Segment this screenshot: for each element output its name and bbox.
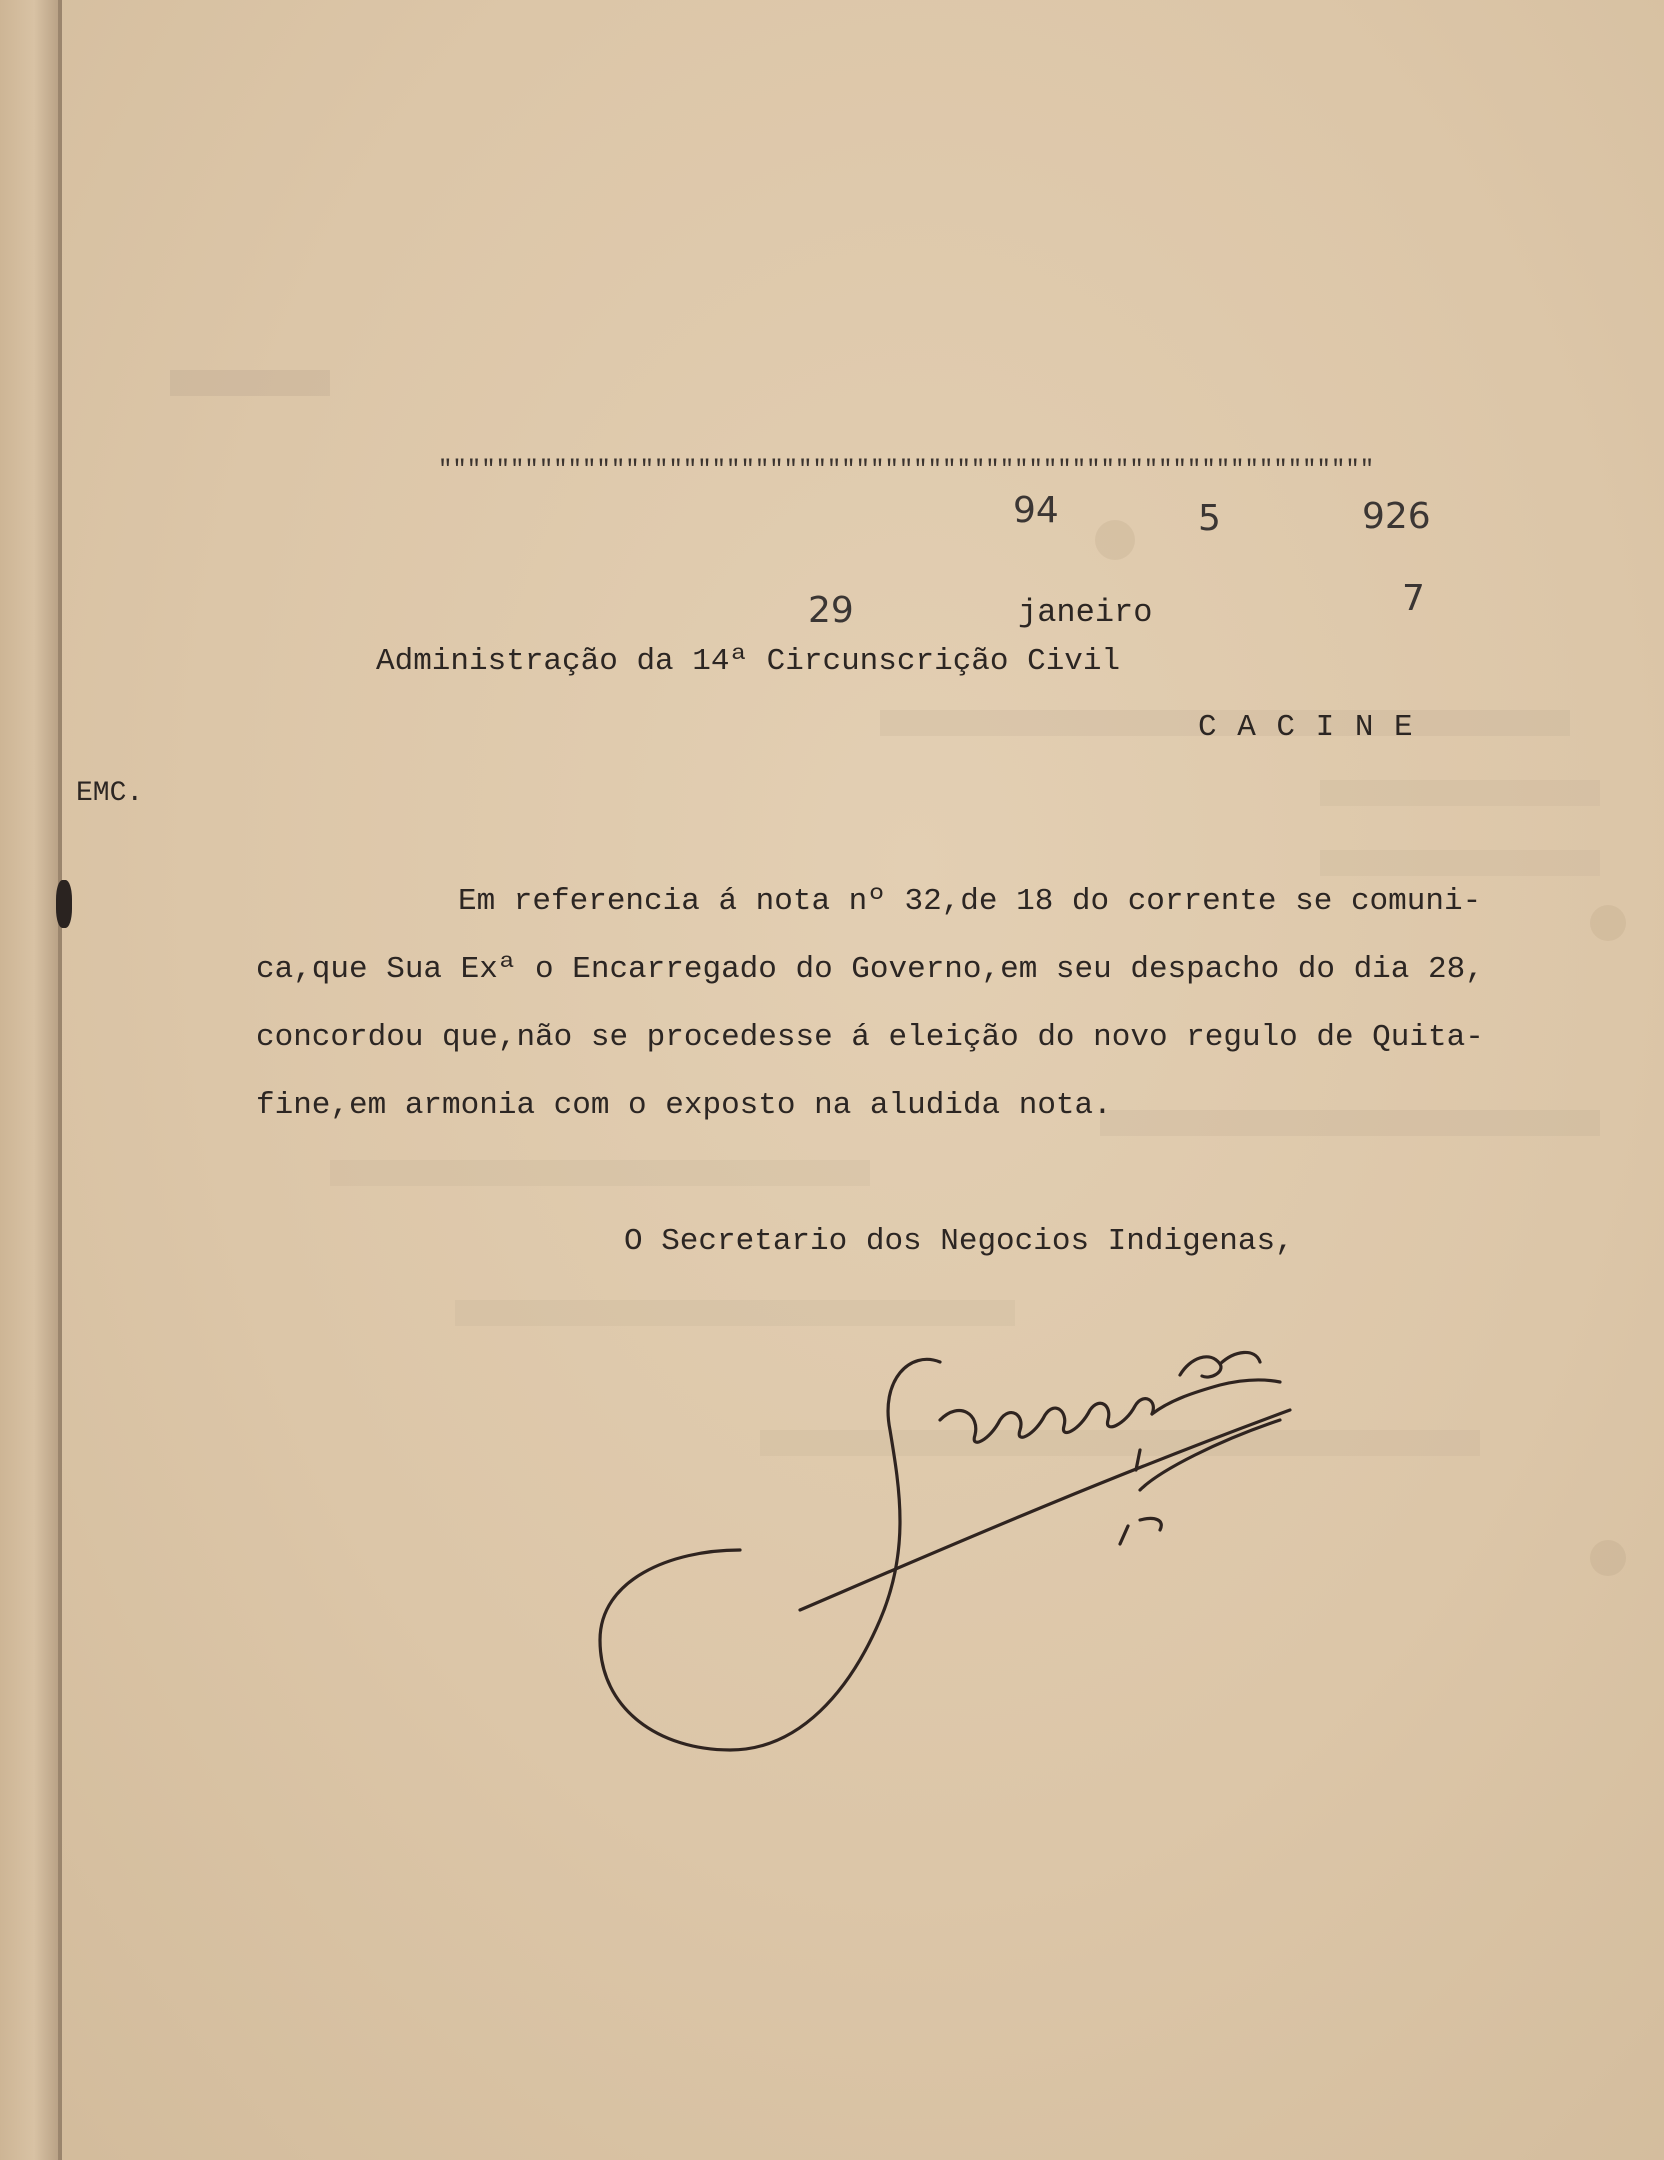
binding-edge — [0, 0, 62, 2160]
reference-number-1: 94 — [1013, 490, 1059, 531]
date-day: 29 — [808, 590, 854, 631]
addressee-line: Administração da 14ª Circunscrição Civil — [376, 644, 1121, 679]
body-line: ca,que Sua Exª o Encarregado do Governo,em seu despacho do dia 28, — [256, 952, 1484, 987]
body-line: Em referencia á nota nº 32,de 18 do corrente se comuni- — [458, 884, 1482, 919]
body-line: fine,em armonia com o exposto na aludida nota. — [256, 1088, 1112, 1123]
date-month: janeiro — [1018, 594, 1153, 631]
margin-note: EMC. — [76, 778, 144, 809]
header-quote-line: """"""""""""""""""""""""""""""""""""""""""""""""""""""""""""""""" — [438, 457, 1375, 484]
handwritten-signature — [580, 1320, 1340, 1760]
body-line: concordou que,não se procedesse á eleição do novo regulo de Quita- — [256, 1020, 1484, 1055]
reference-number-2: 5 — [1198, 498, 1221, 539]
paper-stain — [1590, 905, 1626, 941]
paper-stain — [1590, 1540, 1626, 1576]
place-name: C A C I N E — [1198, 710, 1414, 745]
paper-stain — [1095, 520, 1135, 560]
punch-hole-mark — [56, 880, 72, 928]
date-year-digit: 7 — [1402, 578, 1425, 619]
closing-line: O Secretario dos Negocios Indigenas, — [624, 1224, 1294, 1259]
reference-number-3: 926 — [1362, 496, 1431, 537]
binding-fold-line — [58, 0, 62, 2160]
